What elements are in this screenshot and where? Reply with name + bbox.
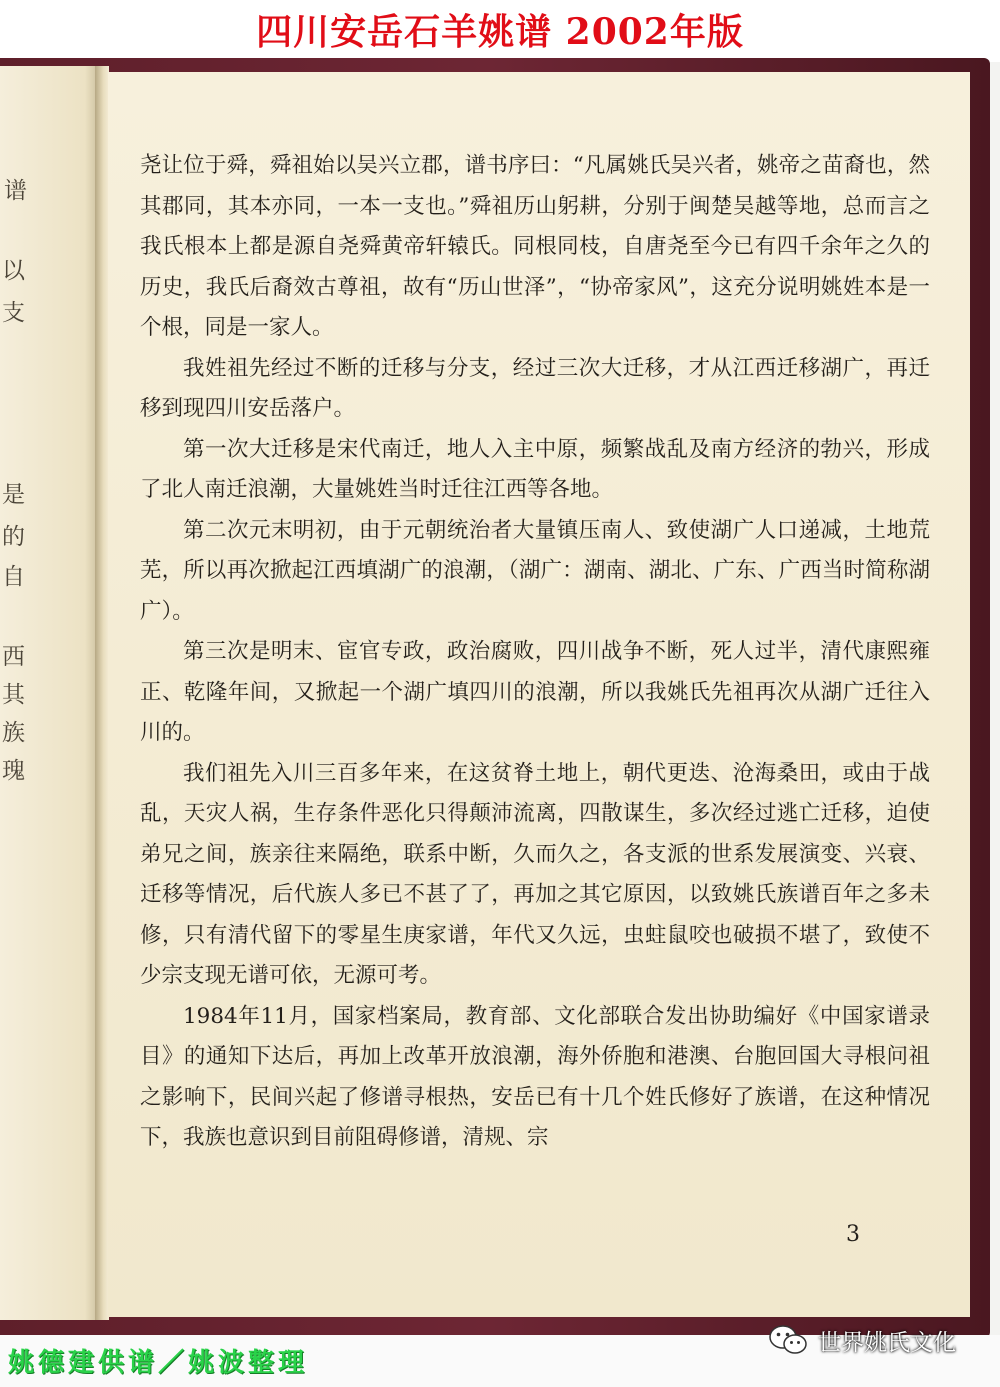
top-banner	[0, 0, 1000, 62]
wechat-account-name: 世界姚氏文化	[818, 1329, 956, 1356]
left-page-fragment: 自	[2, 564, 25, 590]
left-page-fragment: 支	[2, 300, 25, 326]
paragraph: 第一次大迁移是宋代南迁，地人入主中原，频繁战乱及南方经济的勃兴，形成了北人南迁浪潮，大量姚姓当时迁往江西等各地。	[140, 436, 930, 502]
wechat-watermark	[768, 1318, 956, 1362]
left-page-fragment: 谱	[4, 178, 27, 204]
left-page-fragment: 的	[2, 524, 25, 550]
credit-caption: 姚德建供谱／姚波整理	[8, 1348, 309, 1378]
book-gutter	[95, 66, 109, 1320]
left-page	[0, 66, 100, 1320]
left-page-fragment: 是	[2, 482, 25, 508]
left-page-fragment: 西	[2, 644, 25, 670]
paragraph: 我们祖先入川三百多年来，在这贫脊土地上，朝代更迭、沧海桑田，或由于战乱，天灾人祸，生存条件恶化只得颠沛流离，四散谋生，多次经过逃亡迁移，迫使弟兄之间，族亲往来隔绝，联系中断，久而久之，各支派的世系发展演变、兴衰、迁移等情况，后代族人多已不甚了了，再加之其它原因，以致姚氏族谱百年之多未修，只有清代留下的零星生庚家谱，年代又久远，虫蛀鼠咬也破损不堪了，致使不少宗支现无谱可依，无源可考。	[140, 760, 930, 988]
banner-title: 四川安岳石羊姚谱 2002年版	[256, 11, 744, 53]
left-page-fragment: 族	[2, 720, 25, 746]
paragraph: 尧让位于舜，舜祖始以吴兴立郡，谱书序曰：“凡属姚氏吴兴者，姚帝之苗裔也，然其郡同，其本亦同，一本一支也。”舜祖历山躬耕，分别于闽楚吴越等地，总而言之我氏根本上都是源自尧舜黄帝轩辕氏。同根同枝，自唐尧至今已有四千余年之久的历史，我氏后裔效古尊祖，故有“历山世泽”，“协帝家风”，这充分说明姚姓本是一个根，同是一家人。	[140, 153, 930, 340]
paragraph: 第二次元末明初，由于元朝统治者大量镇压南人、致使湖广人口递减，土地荒芜，所以再次掀起江西填湖广的浪潮，（湖广：湖南、湖北、广东、广西当时简称湖广）。	[140, 517, 930, 624]
page-text	[140, 146, 930, 1159]
left-page-fragment: 瑰	[2, 758, 25, 784]
left-page-fragment: 以	[2, 258, 25, 284]
paragraph: 我姓祖先经过不断的迁移与分支，经过三次大迁移，才从江西迁移湖广，再迁移到现四川安岳落户。	[140, 355, 930, 421]
paragraph: 1984年11月，国家档案局，教育部、文化部联合发出协助编好《中国家谱录目》的通知下达后，再加上改革开放浪潮，海外侨胞和港澳、台胞回国大寻根问祖之影响下，民间兴起了修谱寻根热，安岳已有十几个姓氏修好了族谱，在这种情况下，我族也意识到目前阻碍修谱，清规、宗	[140, 1003, 930, 1150]
wechat-logo-icon	[768, 1323, 808, 1357]
paragraph: 第三次是明末、宦官专政，政治腐败，四川战争不断，死人过半，清代康熙雍正、乾隆年间，又掀起一个湖广填四川的浪潮，所以我姚氏先祖再次从湖广迁往入川的。	[140, 639, 930, 745]
page-number: 3	[846, 1222, 860, 1247]
left-page-fragment: 其	[2, 682, 25, 708]
